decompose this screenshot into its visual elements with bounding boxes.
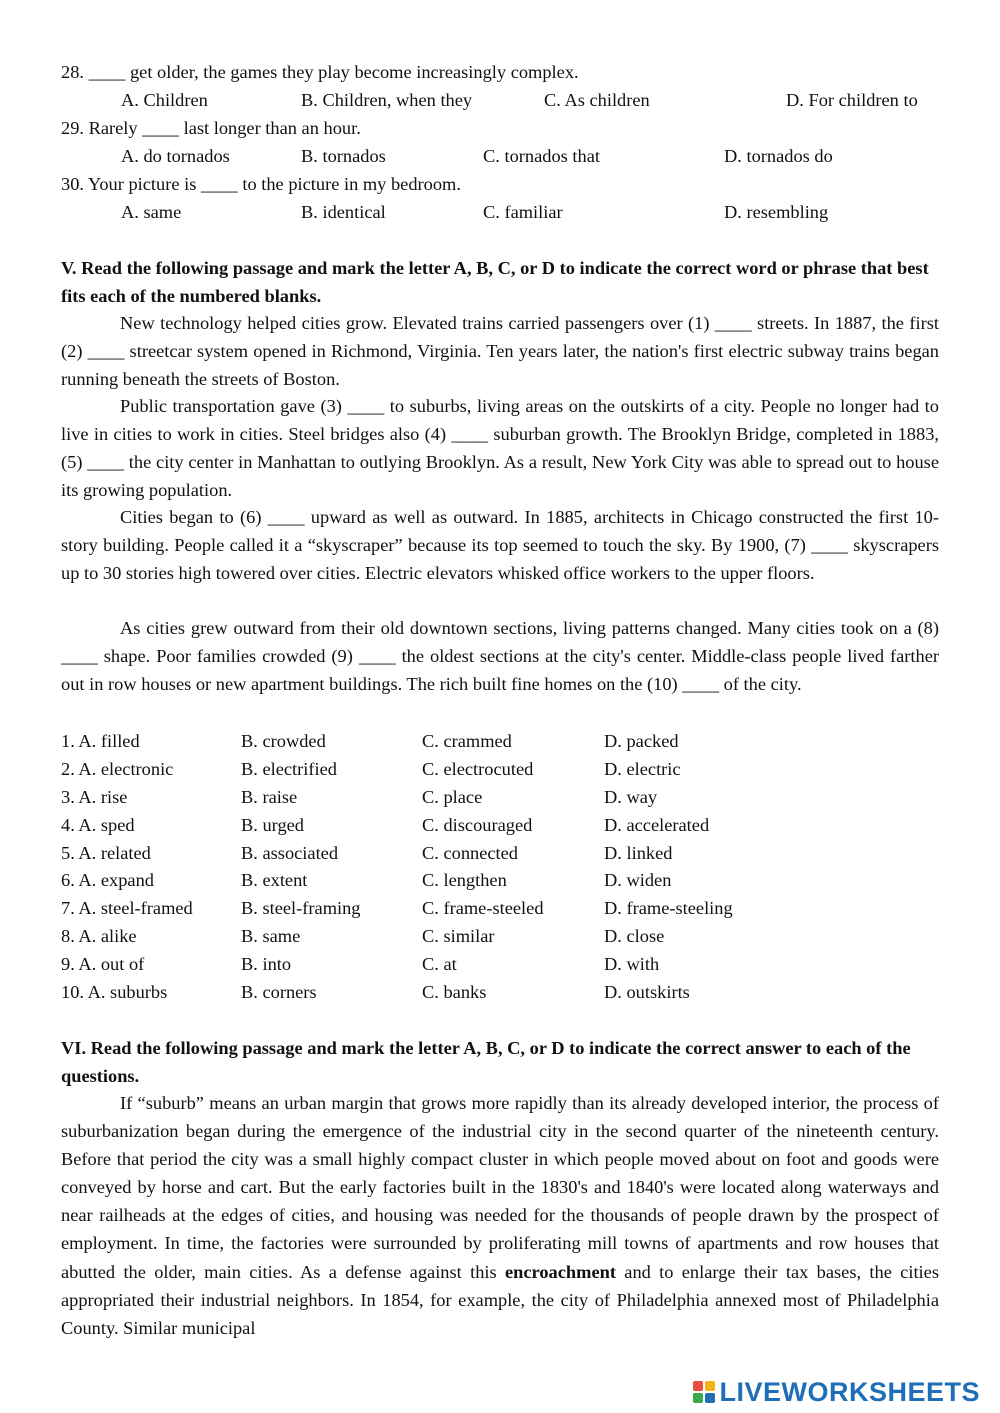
section-5-paragraph-2: Public transportation gave (3) ____ to suburbs, living areas on the outskirts of a city. People no longer had to live in cities to work in cities. Steel bridges also (4) ____ suburban growth. The Brooklyn Bridge, completed in 1883, (5) ____ the city center in Manhattan to outlying Brooklyn. As a result, New York City was able to spread out to house its growing population. <box>61 396 939 500</box>
section-6-passage <box>61 1089 939 1342</box>
q1-option-b: B. crowded <box>241 731 326 751</box>
q10-option-c: C. banks <box>422 982 487 1002</box>
section-6-passage-part-2: and to enlarge their tax bases, the cities appropriated their industrial neighbors. In 1854, for example, the city of Philadelphia annexed most of Philadelphia County. Similar municipal <box>61 1261 939 1338</box>
q9-option-c: C. at <box>422 954 457 974</box>
q7-option-c: C. frame-steeled <box>422 898 544 918</box>
section-5-paragraph-4: As cities grew outward from their old downtown sections, living patterns changed. Many cities took on a (8) ____ shape. Poor families crowded (9) ____ the oldest sections at the city's center. Middle-class people lived farther out in row houses or new apartment buildings. The rich built fine homes on the (10) ____ of the city. <box>61 618 939 694</box>
q2-option-d: D. electric <box>604 759 681 779</box>
q4-option-c: C. discouraged <box>422 815 533 835</box>
q3-option-c: C. place <box>422 787 483 807</box>
q30-option-b: B. identical <box>301 202 386 222</box>
q5-option-d: D. linked <box>604 843 673 863</box>
q4-option-a: 4. A. sped <box>61 815 135 835</box>
q6-option-b: B. extent <box>241 870 308 890</box>
q29-option-c: C. tornados that <box>483 146 600 166</box>
q1-option-c: C. crammed <box>422 731 512 751</box>
q30-option-a: A. same <box>121 202 182 222</box>
question-30-stem: 30. Your picture is ____ to the picture in my bedroom. <box>61 174 461 194</box>
q4-option-b: B. urged <box>241 815 305 835</box>
q1-option-d: D. packed <box>604 731 679 751</box>
q28-option-b: B. Children, when they <box>301 90 473 110</box>
q7-option-a: 7. A. steel-framed <box>61 898 193 918</box>
q10-option-a: 10. A. suburbs <box>61 982 168 1002</box>
q8-option-b: B. same <box>241 926 301 946</box>
q30-option-c: C. familiar <box>483 202 563 222</box>
q28-option-d: D. For children to <box>786 90 918 110</box>
q10-option-d: D. outskirts <box>604 982 690 1002</box>
liveworksheets-logo-icon <box>693 1381 715 1403</box>
section-5-paragraph-1: New technology helped cities grow. Elevated trains carried passengers over (1) ____ streets. In 1887, the first (2) ____ streetcar system opened in Richmond, Virginia. Ten years later, the nation's first electric subway trains began running beneath the streets of Boston. <box>61 313 939 389</box>
q3-option-a: 3. A. rise <box>61 787 128 807</box>
q4-option-d: D. accelerated <box>604 815 710 835</box>
q29-option-a: A. do tornados <box>121 146 230 166</box>
section-6-heading: VI. Read the following passage and mark the letter A, B, C, or D to indicate the correct answer to each of the questions. <box>61 1038 911 1086</box>
q6-option-a: 6. A. expand <box>61 870 154 890</box>
q30-option-d: D. resembling <box>724 202 829 222</box>
q8-option-a: 8. A. alike <box>61 926 137 946</box>
encroachment-term: encroachment <box>504 1261 616 1282</box>
q9-option-d: D. with <box>604 954 660 974</box>
q2-option-b: B. electrified <box>241 759 337 779</box>
q5-option-b: B. associated <box>241 843 339 863</box>
q28-option-a: A. Children <box>121 90 208 110</box>
q3-option-d: D. way <box>604 787 658 807</box>
q1-option-a: 1. A. filled <box>61 731 140 751</box>
section-6-passage-part-1: If “suburb” means an urban margin that grows more rapidly than its already developed interior, the process of suburbanization began during the emergence of the industrial city in the second quarter of the nineteenth century. Before that period the city was a small highly compact cluster in which people moved about on foot and goods were conveyed by horse and cart. But the early factories built in the 1830's and 1840's were located along waterways and near railheads at the edges of cities, and housing was needed for the thousands of people drawn by the prospect of employment. In time, the factories were surrounded by proliferating mill towns of apartments and row houses that abutted the older, main cities. As a defense against this <box>61 1093 939 1282</box>
q5-option-a: 5. A. related <box>61 843 151 863</box>
q5-option-c: C. connected <box>422 843 519 863</box>
q28-option-c: C. As children <box>544 90 650 110</box>
q29-option-d: D. tornados do <box>724 146 833 166</box>
q7-option-d: D. frame-steeling <box>604 898 733 918</box>
q8-option-d: D. close <box>604 926 665 946</box>
liveworksheets-logo <box>693 1377 980 1407</box>
q6-option-d: D. widen <box>604 870 672 890</box>
q9-option-b: B. into <box>241 954 292 974</box>
q2-option-a: 2. A. electronic <box>61 759 174 779</box>
liveworksheets-logo-text: LIVEWORKSHEETS <box>719 1376 980 1407</box>
q6-option-c: C. lengthen <box>422 870 507 890</box>
q9-option-a: 9. A. out of <box>61 954 145 974</box>
question-28-stem: 28. ____ get older, the games they play become increasingly complex. <box>61 62 579 82</box>
q10-option-b: B. corners <box>241 982 317 1002</box>
q2-option-c: C. electrocuted <box>422 759 534 779</box>
q7-option-b: B. steel-framing <box>241 898 361 918</box>
section-5-paragraph-3: Cities began to (6) ____ upward as well as outward. In 1885, architects in Chicago constructed the first 10-story building. People called it a “skyscraper” because its top seemed to touch the sky. By 1900, (7) ____ skyscrapers up to 30 stories high towered over cities. Electric elevators whisked office workers to the upper floors. <box>61 507 939 583</box>
section-5-heading: V. Read the following passage and mark the letter A, B, C, or D to indicate the correct word or phrase that best fits each of the numbered blanks. <box>61 258 929 306</box>
q3-option-b: B. raise <box>241 787 298 807</box>
question-29-stem: 29. Rarely ____ last longer than an hour. <box>61 118 361 138</box>
q8-option-c: C. similar <box>422 926 495 946</box>
q29-option-b: B. tornados <box>301 146 386 166</box>
